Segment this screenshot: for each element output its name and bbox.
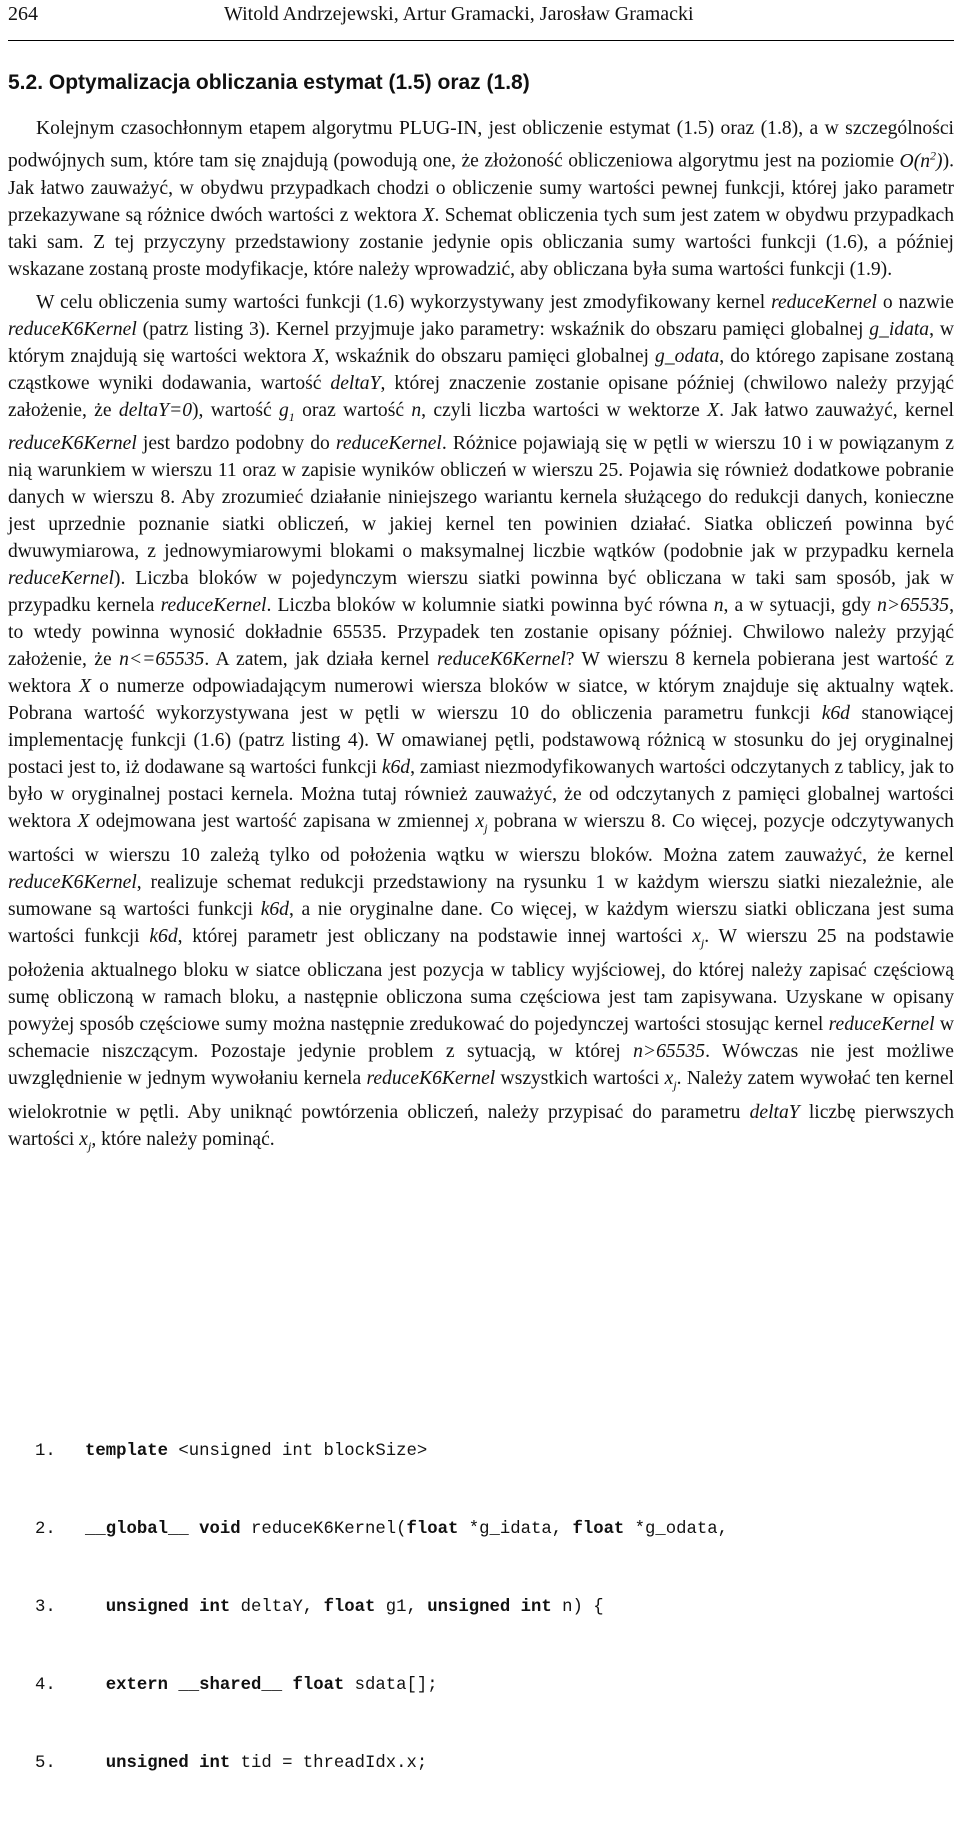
code-line: [35, 1595, 728, 1621]
code-line-number: 4.: [35, 1676, 56, 1695]
code-line-number: 1.: [35, 1442, 56, 1461]
section-title: 5.2. Optymalizacja obliczania estymat (1.5) oraz (1.8): [8, 71, 530, 94]
paragraph: Kolejnym czasochłonnym etapem algorytmu PLUG-IN, jest obliczenie estymat (1.5) oraz (1.8), a w szczególności podwójnych sum, które tam się znajdują (powodują one, że złożoność obliczeniowa algorytmu jest na poziomie $O(n^2)$). Jak łatwo zauważyć, w obydwu przypadkach chodzi o obliczenie sumy wartości pewnej funkcji, której jako parametr przekazywane są różnice dwóch wartości z wektora X. Schemat obliczenia tych sum jest zatem w obydwu przypadkach taki sam. Z tej przyczyny przedstawiony zostanie jedynie opis obliczania sumy wartości funkcji (1.6), a później wskazane zostaną proste modyfikacje, które należy wprowadzić, aby obliczana była suma wartości funkcji (1.9).: [8, 118, 954, 280]
code-line-number: 5.: [35, 1754, 56, 1773]
body-text: [8, 115, 954, 1160]
paragraph: W celu obliczenia sumy wartości funkcji (1.6) wykorzystywany jest zmodyfikowany kernel reduceKernel o nazwie reduceK6Kernel (patrz listing 3). Kernel przyjmuje jako parametry: wskaźnik do obszaru pamięci globalnej g_idata, w którym znajdują się wartości wektora X, wskaźnik do obszaru pamięci globalnej g_odata, do którego zapisane zostaną cząstkowe wyniki dodawania, wartość deltaY, której znaczenie zostanie opisane później (chwilowo należy przyjąć założenie, że deltaY=0), wartość $g_1$ oraz wartość n, czyli liczba wartości w wektorze X. Jak łatwo zauważyć, kernel reduceK6Kernel jest bardzo podobny do reduceKernel. Różnice pojawiają się w pętli w wierszu 10 i w powiązanym z nią warunkiem w wierszu 11 oraz w zapisie wyników obliczeń w wierszu 25. Pojawia się również dodatkowe pobranie danych w wierszu 8. Aby zrozumieć działanie niniejszego wariantu kernela służącego do redukcji danych, konieczne jest uprzednie poznanie siatki obliczeń, w jakiej kernel ten powinien działać. Siatka obliczeń powinna być dwuwymiarowa, z jednowymiarowymi blokami o maksymalnej liczbie wątków (podobnie jak w przypadku kernela reduceKernel). Liczba bloków w pojedynczym wierszu siatki powinna być obliczana w taki sam sposób, jak w przypadku kernela reduceKernel. Liczba bloków w kolumnie siatki powinna być równa n, a w sytuacji, gdy n>65535, to wtedy powinna wynosić dokładnie 65535. Przypadek ten zostanie opisany później. Chwilowo należy przyjąć założenie, że n<=65535. A zatem, jak działa kernel reduceK6Kernel? W wierszu 8 kernela pobierana jest wartość z wektora X o numerze odpowiadającym numerowi wiersza bloków w siatce, w którym znajduje się aktualny wątek. Pobrana wartość wykorzystywana jest w pętli w wierszu 10 do obliczenia parametru funkcji k6d stanowiącej implementację funkcji (1.6) (patrz listing 4). W omawianej pętli, podstawową różnicą w stosunku do jej oryginalnej postaci jest to, iż dodawane są wartości funkcji k6d, zamiast niezmodyfikowanych wartości odczytanych z tablicy, jak to było w oryginalnej postaci kernela. Można tutaj również zauważyć, że od odczytanych z pamięci globalnej wartości wektora X odejmowana jest wartość zapisana w zmiennej $x_j$ pobrana w wierszu 8. Co więcej, pozycje odczytywanych wartości w wierszu 10 zależą tylko od położenia wątku w wierszu bloków. Można zatem zauważyć, że kernel reduceK6Kernel, realizuje schemat redukcji przedstawiony na rysunku 1 w każdym wierszu siatki niezależnie, ale sumowane są wartości funkcji k6d, a nie oryginalne dane. Co więcej, w każdym wierszu siatki obliczana jest suma wartości funkcji k6d, której parametr jest obliczany na podstawie innej wartości $x_j$. W wierszu 25 na podstawie położenia aktualnego bloku w siatce obliczana jest pozycja w tablicy wyjściowej, do której należy zapisać częściową sumę obliczoną w ramach bloku, a następnie obliczona suma częściowa jest tam zapisywana. Uzyskane w opisany powyżej sposób częściowe sumy można następnie zredukować do pojedynczej wartości stosując kernel reduceKernel w schemacie niszczącym. Pozostaje jedynie problem z sytuacją, w której n>65535. Wówczas nie jest możliwe uwzględnienie w jednym wywołaniu kernela reduceK6Kernel wszystkich wartości $x_j$. Należy zatem wywołać ten kernel wielokrotnie w pętli. Aby uniknąć powtórzenia obliczeń, należy przypisać do parametru deltaY liczbę pierwszych wartości $x_j$, które należy pominąć.: [8, 291, 955, 1154]
code-line: [35, 1673, 728, 1699]
code-line-text: unsigned int tid = threadIdx.x;: [105, 1754, 428, 1773]
page-number: 264: [8, 3, 38, 25]
code-line: [35, 1517, 728, 1543]
code-line-text: unsigned int deltaY, float g1, unsigned int n) {: [105, 1598, 604, 1617]
code-line: [35, 1751, 728, 1777]
running-header: [8, 0, 954, 41]
header-authors: Witold Andrzejewski, Artur Gramacki, Jarosław Gramacki: [224, 3, 694, 25]
code-line-number: 3.: [35, 1598, 56, 1617]
code-line-text: template <unsigned int blockSize>: [85, 1442, 428, 1461]
code-line-text: extern __shared__ float sdata[];: [105, 1676, 438, 1695]
code-line: [35, 1439, 728, 1465]
code-line-number: 2.: [35, 1520, 56, 1539]
code-line-text: __global__ void reduceK6Kernel(float *g_idata, float *g_odata,: [85, 1520, 729, 1539]
code-listing: [35, 1387, 728, 1829]
